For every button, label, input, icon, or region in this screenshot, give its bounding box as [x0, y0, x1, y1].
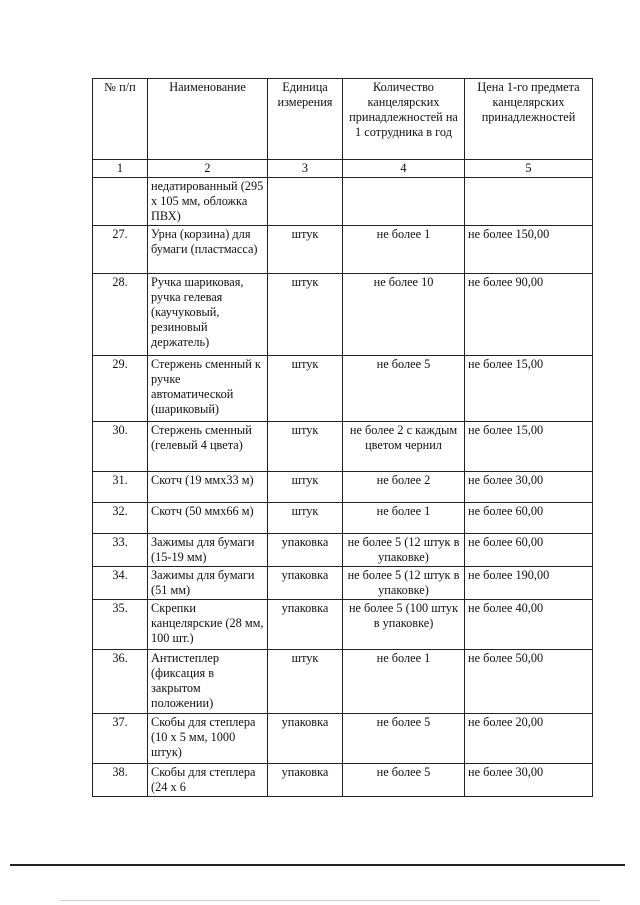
header-price: Цена 1-го предмета канцелярских принадлежностей — [465, 79, 593, 160]
item-name: Урна (корзина) для бумаги (пластмасса) — [148, 226, 268, 274]
item-unit: упаковка — [268, 534, 343, 567]
footer-line — [60, 900, 600, 901]
item-name: Стержень сменный к ручке автоматической (шариковый) — [148, 356, 268, 422]
item-unit: штук — [268, 226, 343, 274]
stationery-table — [92, 78, 593, 797]
item-unit: штук — [268, 422, 343, 472]
item-price: не более 40,00 — [465, 600, 593, 650]
row-number: 37. — [93, 714, 148, 764]
table-row — [93, 600, 593, 650]
item-quantity: не более 5 (12 штук в упаковке) — [343, 534, 465, 567]
header-name: Наименование — [148, 79, 268, 160]
item-price: не более 20,00 — [465, 714, 593, 764]
item-unit: штук — [268, 503, 343, 534]
item-unit: штук — [268, 274, 343, 356]
row-number: 38. — [93, 764, 148, 797]
item-price: не более 190,00 — [465, 567, 593, 600]
header-num: № п/п — [93, 79, 148, 160]
item-name: Зажимы для бумаги (15-19 мм) — [148, 534, 268, 567]
column-index: 1 — [93, 160, 148, 178]
row-number: 30. — [93, 422, 148, 472]
table-row — [93, 503, 593, 534]
item-name: Скотч (19 ммх33 м) — [148, 472, 268, 503]
item-price: не более 150,00 — [465, 226, 593, 274]
item-price: не более 50,00 — [465, 650, 593, 714]
item-price: не более 60,00 — [465, 534, 593, 567]
item-price: не более 30,00 — [465, 764, 593, 797]
item-unit: упаковка — [268, 764, 343, 797]
table-row — [93, 178, 593, 226]
table-row — [93, 274, 593, 356]
header-qty: Количество канцелярских принадлежностей на 1 сотрудника в год — [343, 79, 465, 160]
item-name: Зажимы для бумаги (51 мм) — [148, 567, 268, 600]
item-unit: штук — [268, 356, 343, 422]
header-unit: Единица измерения — [268, 79, 343, 160]
item-quantity: не более 10 — [343, 274, 465, 356]
table-row — [93, 764, 593, 797]
row-number — [93, 178, 148, 226]
item-name: Стержень сменный (гелевый 4 цвета) — [148, 422, 268, 472]
item-price — [465, 178, 593, 226]
item-price: не более 30,00 — [465, 472, 593, 503]
item-price: не более 15,00 — [465, 422, 593, 472]
bottom-rule — [10, 864, 625, 866]
item-quantity: не более 5 — [343, 714, 465, 764]
column-index: 2 — [148, 160, 268, 178]
item-unit: штук — [268, 472, 343, 503]
row-number: 28. — [93, 274, 148, 356]
table-row — [93, 567, 593, 600]
table-row — [93, 650, 593, 714]
row-number: 27. — [93, 226, 148, 274]
row-number: 36. — [93, 650, 148, 714]
item-name: Скрепки канцелярские (28 мм, 100 шт.) — [148, 600, 268, 650]
header-row — [93, 79, 593, 160]
table-row — [93, 422, 593, 472]
item-quantity: не более 5 (12 штук в упаковке) — [343, 567, 465, 600]
item-quantity: не более 1 — [343, 503, 465, 534]
item-unit: упаковка — [268, 567, 343, 600]
item-price: не более 90,00 — [465, 274, 593, 356]
item-quantity: не более 5 — [343, 356, 465, 422]
item-unit: упаковка — [268, 600, 343, 650]
column-index: 5 — [465, 160, 593, 178]
row-number: 35. — [93, 600, 148, 650]
item-quantity: не более 5 — [343, 764, 465, 797]
table-row — [93, 356, 593, 422]
table-row — [93, 534, 593, 567]
row-number: 33. — [93, 534, 148, 567]
item-price: не более 15,00 — [465, 356, 593, 422]
item-name: Антистеплер (фиксация в закрытом положении) — [148, 650, 268, 714]
item-price: не более 60,00 — [465, 503, 593, 534]
column-index: 3 — [268, 160, 343, 178]
item-quantity: не более 2 — [343, 472, 465, 503]
row-number: 34. — [93, 567, 148, 600]
table-body — [93, 178, 593, 797]
column-index-row — [93, 160, 593, 178]
item-quantity: не более 5 (100 штук в упаковке) — [343, 600, 465, 650]
row-number: 32. — [93, 503, 148, 534]
item-unit: штук — [268, 650, 343, 714]
item-name: Скобы для степлера (24 х 6 — [148, 764, 268, 797]
table-row — [93, 226, 593, 274]
column-index: 4 — [343, 160, 465, 178]
table-row — [93, 714, 593, 764]
table-row — [93, 472, 593, 503]
item-name: Ручка шариковая, ручка гелевая (каучуковый, резиновый держатель) — [148, 274, 268, 356]
item-quantity: не более 1 — [343, 226, 465, 274]
item-unit — [268, 178, 343, 226]
item-quantity: не более 2 с каждым цветом чернил — [343, 422, 465, 472]
item-unit: упаковка — [268, 714, 343, 764]
item-name: недатированный (295 х 105 мм, обложка ПВХ) — [148, 178, 268, 226]
item-name: Скотч (50 ммх66 м) — [148, 503, 268, 534]
row-number: 31. — [93, 472, 148, 503]
item-name: Скобы для степлера (10 х 5 мм, 1000 штук) — [148, 714, 268, 764]
item-quantity: не более 1 — [343, 650, 465, 714]
item-quantity — [343, 178, 465, 226]
row-number: 29. — [93, 356, 148, 422]
